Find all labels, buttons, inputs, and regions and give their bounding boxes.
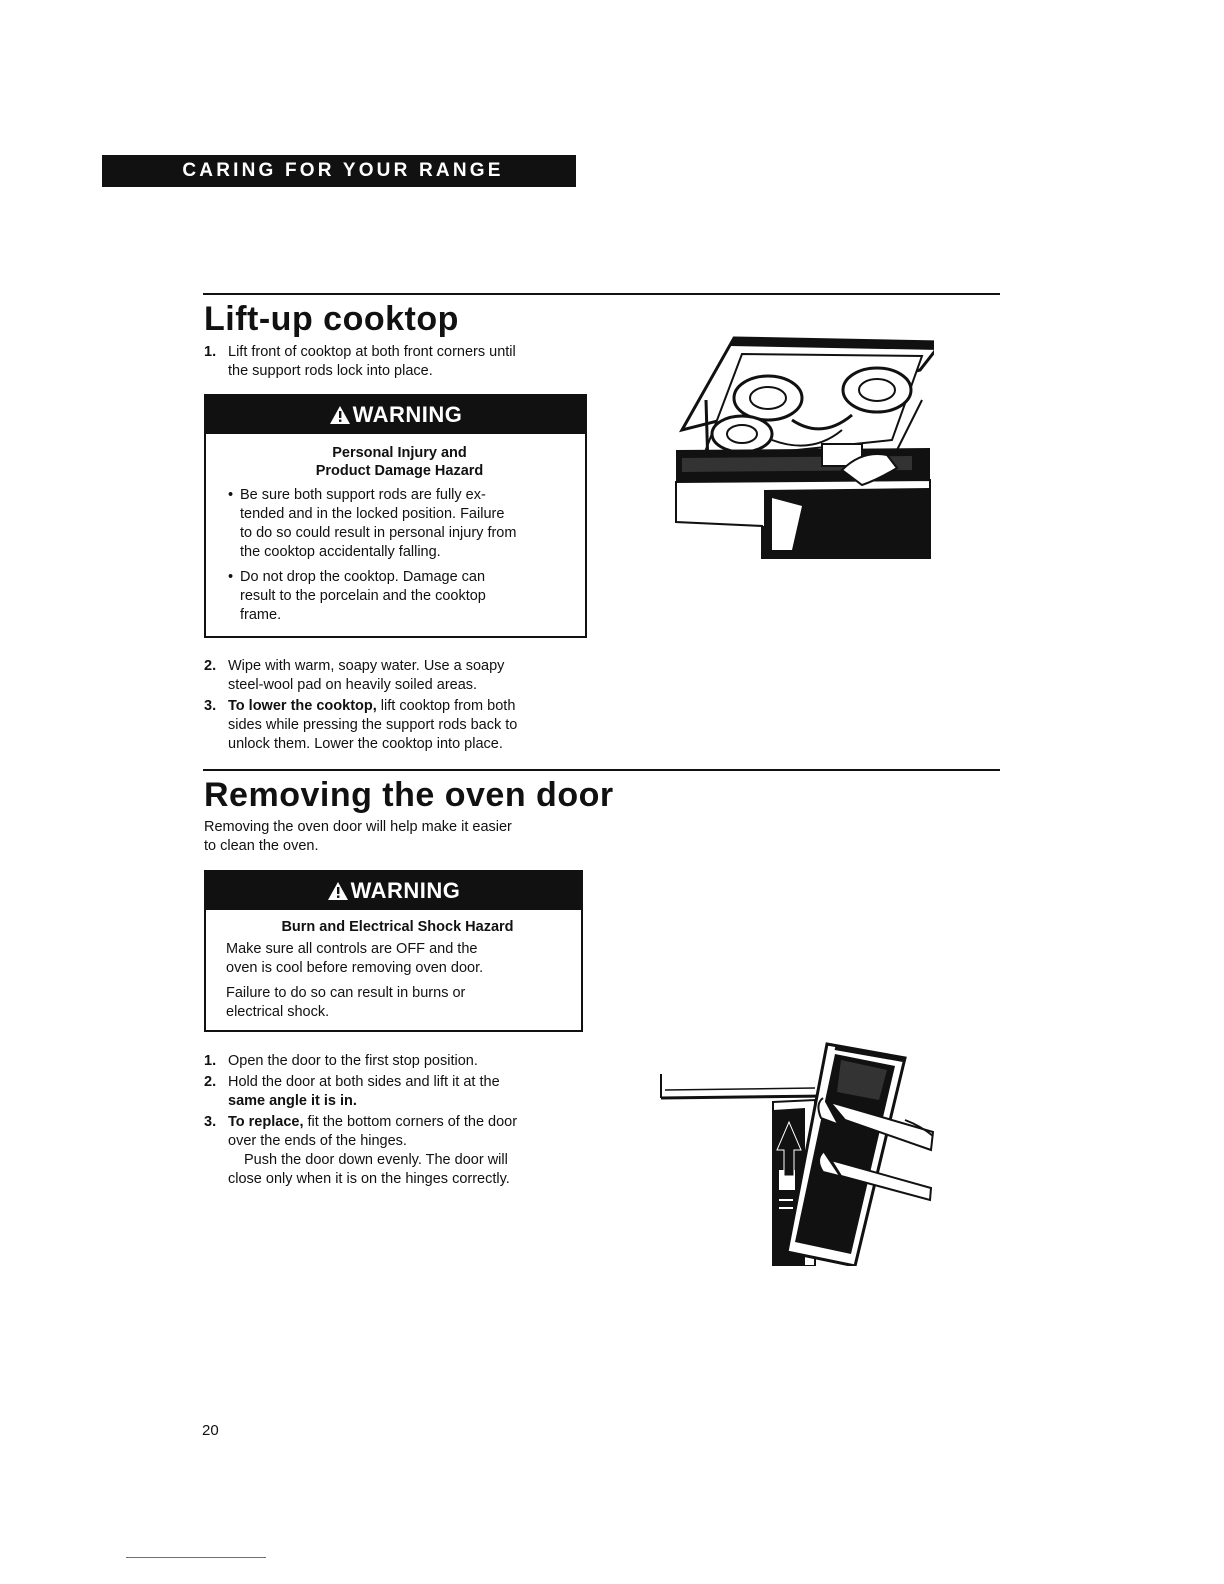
warning-line: Make sure all controls are OFF and the: [226, 941, 478, 957]
warning-label: WARNING: [352, 402, 463, 427]
page-number: 20: [202, 1422, 219, 1439]
step-line: close only when it is on the hinges correctly.: [228, 1171, 510, 1187]
warning-label: WARNING: [350, 878, 461, 903]
section-banner: CARING FOR YOUR RANGE: [102, 155, 576, 187]
footer-rule: [126, 1557, 266, 1558]
cooktop-steps-2-3: [204, 657, 594, 756]
step-text: lift cooktop from both: [376, 698, 516, 714]
warning-header: [206, 872, 581, 910]
step-text: fit the bottom corners of the door: [303, 1114, 518, 1130]
step-line: Push the door down evenly. The door will: [244, 1152, 508, 1168]
step-line: the support rods lock into place.: [228, 363, 433, 379]
oven-door-steps: [204, 1052, 604, 1191]
step-line: over the ends of the hinges.: [228, 1133, 407, 1149]
step-number: 2.: [204, 1074, 217, 1090]
bullet-line: tended and in the locked position. Failure: [240, 506, 505, 522]
lift-up-cooktop-illustration: [672, 330, 934, 562]
warning-bullet: [228, 568, 571, 625]
step-line: Wipe with warm, soapy water. Use a soapy: [228, 658, 505, 674]
step-line: Lift front of cooktop at both front corners until: [228, 344, 516, 360]
oven-door-removal-illustration: [655, 1040, 935, 1266]
section-rule-cooktop: [203, 293, 1000, 295]
list-item: [204, 657, 594, 695]
oven-door-warning-box: [204, 870, 583, 1032]
hazard-line: Product Damage Hazard: [315, 463, 484, 479]
warning-bullet: [228, 486, 571, 562]
step-number: 3.: [204, 698, 217, 714]
warning-line: Failure to do so can result in burns or: [226, 985, 466, 1001]
oven-door-title: Removing the oven door: [204, 776, 614, 814]
step-line: same angle it is in.: [228, 1093, 357, 1109]
warning-triangle-icon: [329, 399, 351, 437]
step-lead: To lower the cooktop,: [228, 698, 377, 714]
section-rule-oven-door: [203, 769, 1000, 771]
step-line: Open the door to the first stop position.: [228, 1053, 478, 1069]
step-number: 1.: [204, 1053, 217, 1069]
step-lead: To replace,: [228, 1114, 304, 1130]
bullet-line: result to the porcelain and the cooktop: [240, 588, 486, 604]
warning-header: [206, 396, 585, 434]
cooktop-step-1: [204, 343, 584, 383]
bullet-line: to do so could result in personal injury from: [240, 525, 517, 541]
warning-paragraph: [226, 940, 569, 978]
hazard-title: [228, 444, 571, 480]
bullet-line: frame.: [240, 607, 282, 623]
warning-paragraph: [226, 984, 569, 1022]
step-number: 1.: [204, 344, 217, 360]
step-number: 3.: [204, 1114, 217, 1130]
oven-door-intro: [204, 818, 604, 856]
bullet-line: the cooktop accidentally falling.: [240, 544, 441, 560]
step-line: Hold the door at both sides and lift it at the: [228, 1074, 500, 1090]
step-line: unlock them. Lower the cooktop into place.: [228, 736, 503, 752]
intro-line: Removing the oven door will help make it easier: [204, 819, 512, 835]
step-line: sides while pressing the support rods back to: [228, 717, 518, 733]
list-item: [204, 343, 584, 381]
bullet-line: • Be sure both support rods are fully ex-: [240, 487, 486, 503]
warning-line: electrical shock.: [226, 1004, 330, 1020]
bullet-line: • Do not drop the cooktop. Damage can: [240, 569, 486, 585]
step-line: steel-wool pad on heavily soiled areas.: [228, 677, 478, 693]
list-item: [204, 1052, 604, 1071]
hazard-line: Personal Injury and: [332, 445, 467, 461]
list-item: [204, 1073, 604, 1111]
list-item: [204, 1113, 604, 1189]
warning-line: oven is cool before removing oven door.: [226, 960, 484, 976]
step-number: 2.: [204, 658, 217, 674]
warning-triangle-icon: [327, 875, 349, 913]
intro-line: to clean the oven.: [204, 838, 319, 854]
hazard-title: Burn and Electrical Shock Hazard: [281, 919, 514, 935]
list-item: [204, 697, 594, 754]
cooktop-warning-box: [204, 394, 587, 638]
cooktop-title: Lift-up cooktop: [204, 300, 459, 338]
